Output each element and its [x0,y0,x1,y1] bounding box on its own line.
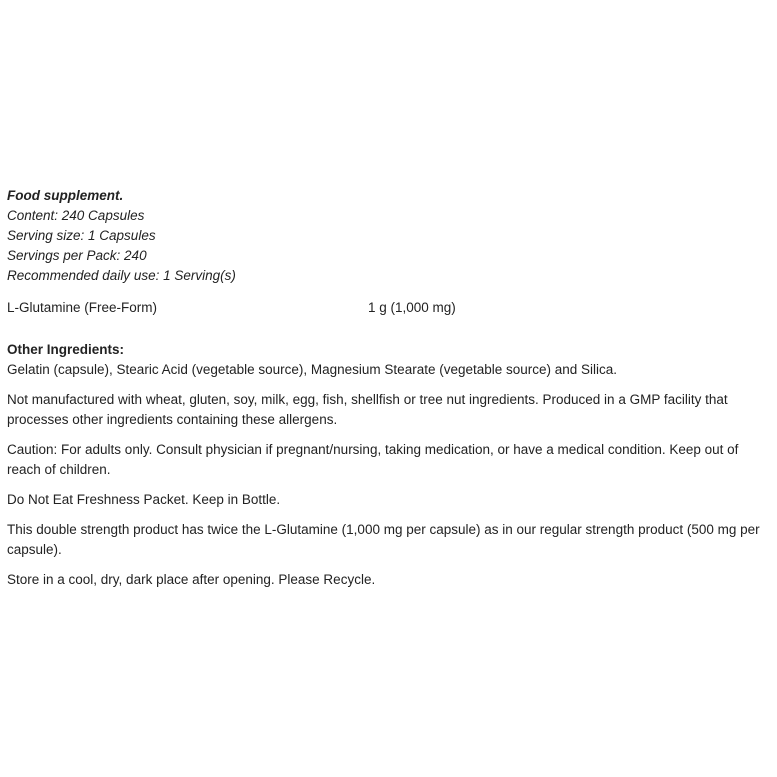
allergen-note: Not manufactured with wheat, gluten, soy, milk, egg, fish, shellfish or tree nut ingredients. Produced in a GMP facility that processes other ingredients containing these allergens. [7,392,728,427]
supplement-type-label: Food supplement. [7,188,124,203]
serving-size: Serving size: 1 Capsules [7,228,156,243]
other-ingredients-text: Gelatin (capsule), Stearic Acid (vegetable source), Magnesium Stearate (vegetable source) and Silica. [7,362,618,377]
fact-row [7,298,769,318]
storage-note: Store in a cool, dry, dark place after opening. Please Recycle. [7,572,376,587]
content-count: Content: 240 Capsules [7,208,145,223]
strength-note: This double strength product has twice the L-Glutamine (1,000 mg per capsule) as in our regular strength product (500 mg per capsule). [7,522,760,557]
other-ingredients-heading: Other Ingredients: [7,342,125,357]
caution-note: Caution: For adults only. Consult physician if pregnant/nursing, taking medication, or have a medical condition. Keep out of reach of children. [7,442,739,477]
freshness-packet-note: Do Not Eat Freshness Packet. Keep in Bottle. [7,492,281,507]
recommended-daily-use: Recommended daily use: 1 Serving(s) [7,268,236,283]
servings-per-pack: Servings per Pack: 240 [7,248,147,263]
product-description [7,186,769,590]
fact-amount: 1 g (1,000 mg) [368,300,456,315]
fact-name: L-Glutamine (Free-Form) [7,300,158,315]
